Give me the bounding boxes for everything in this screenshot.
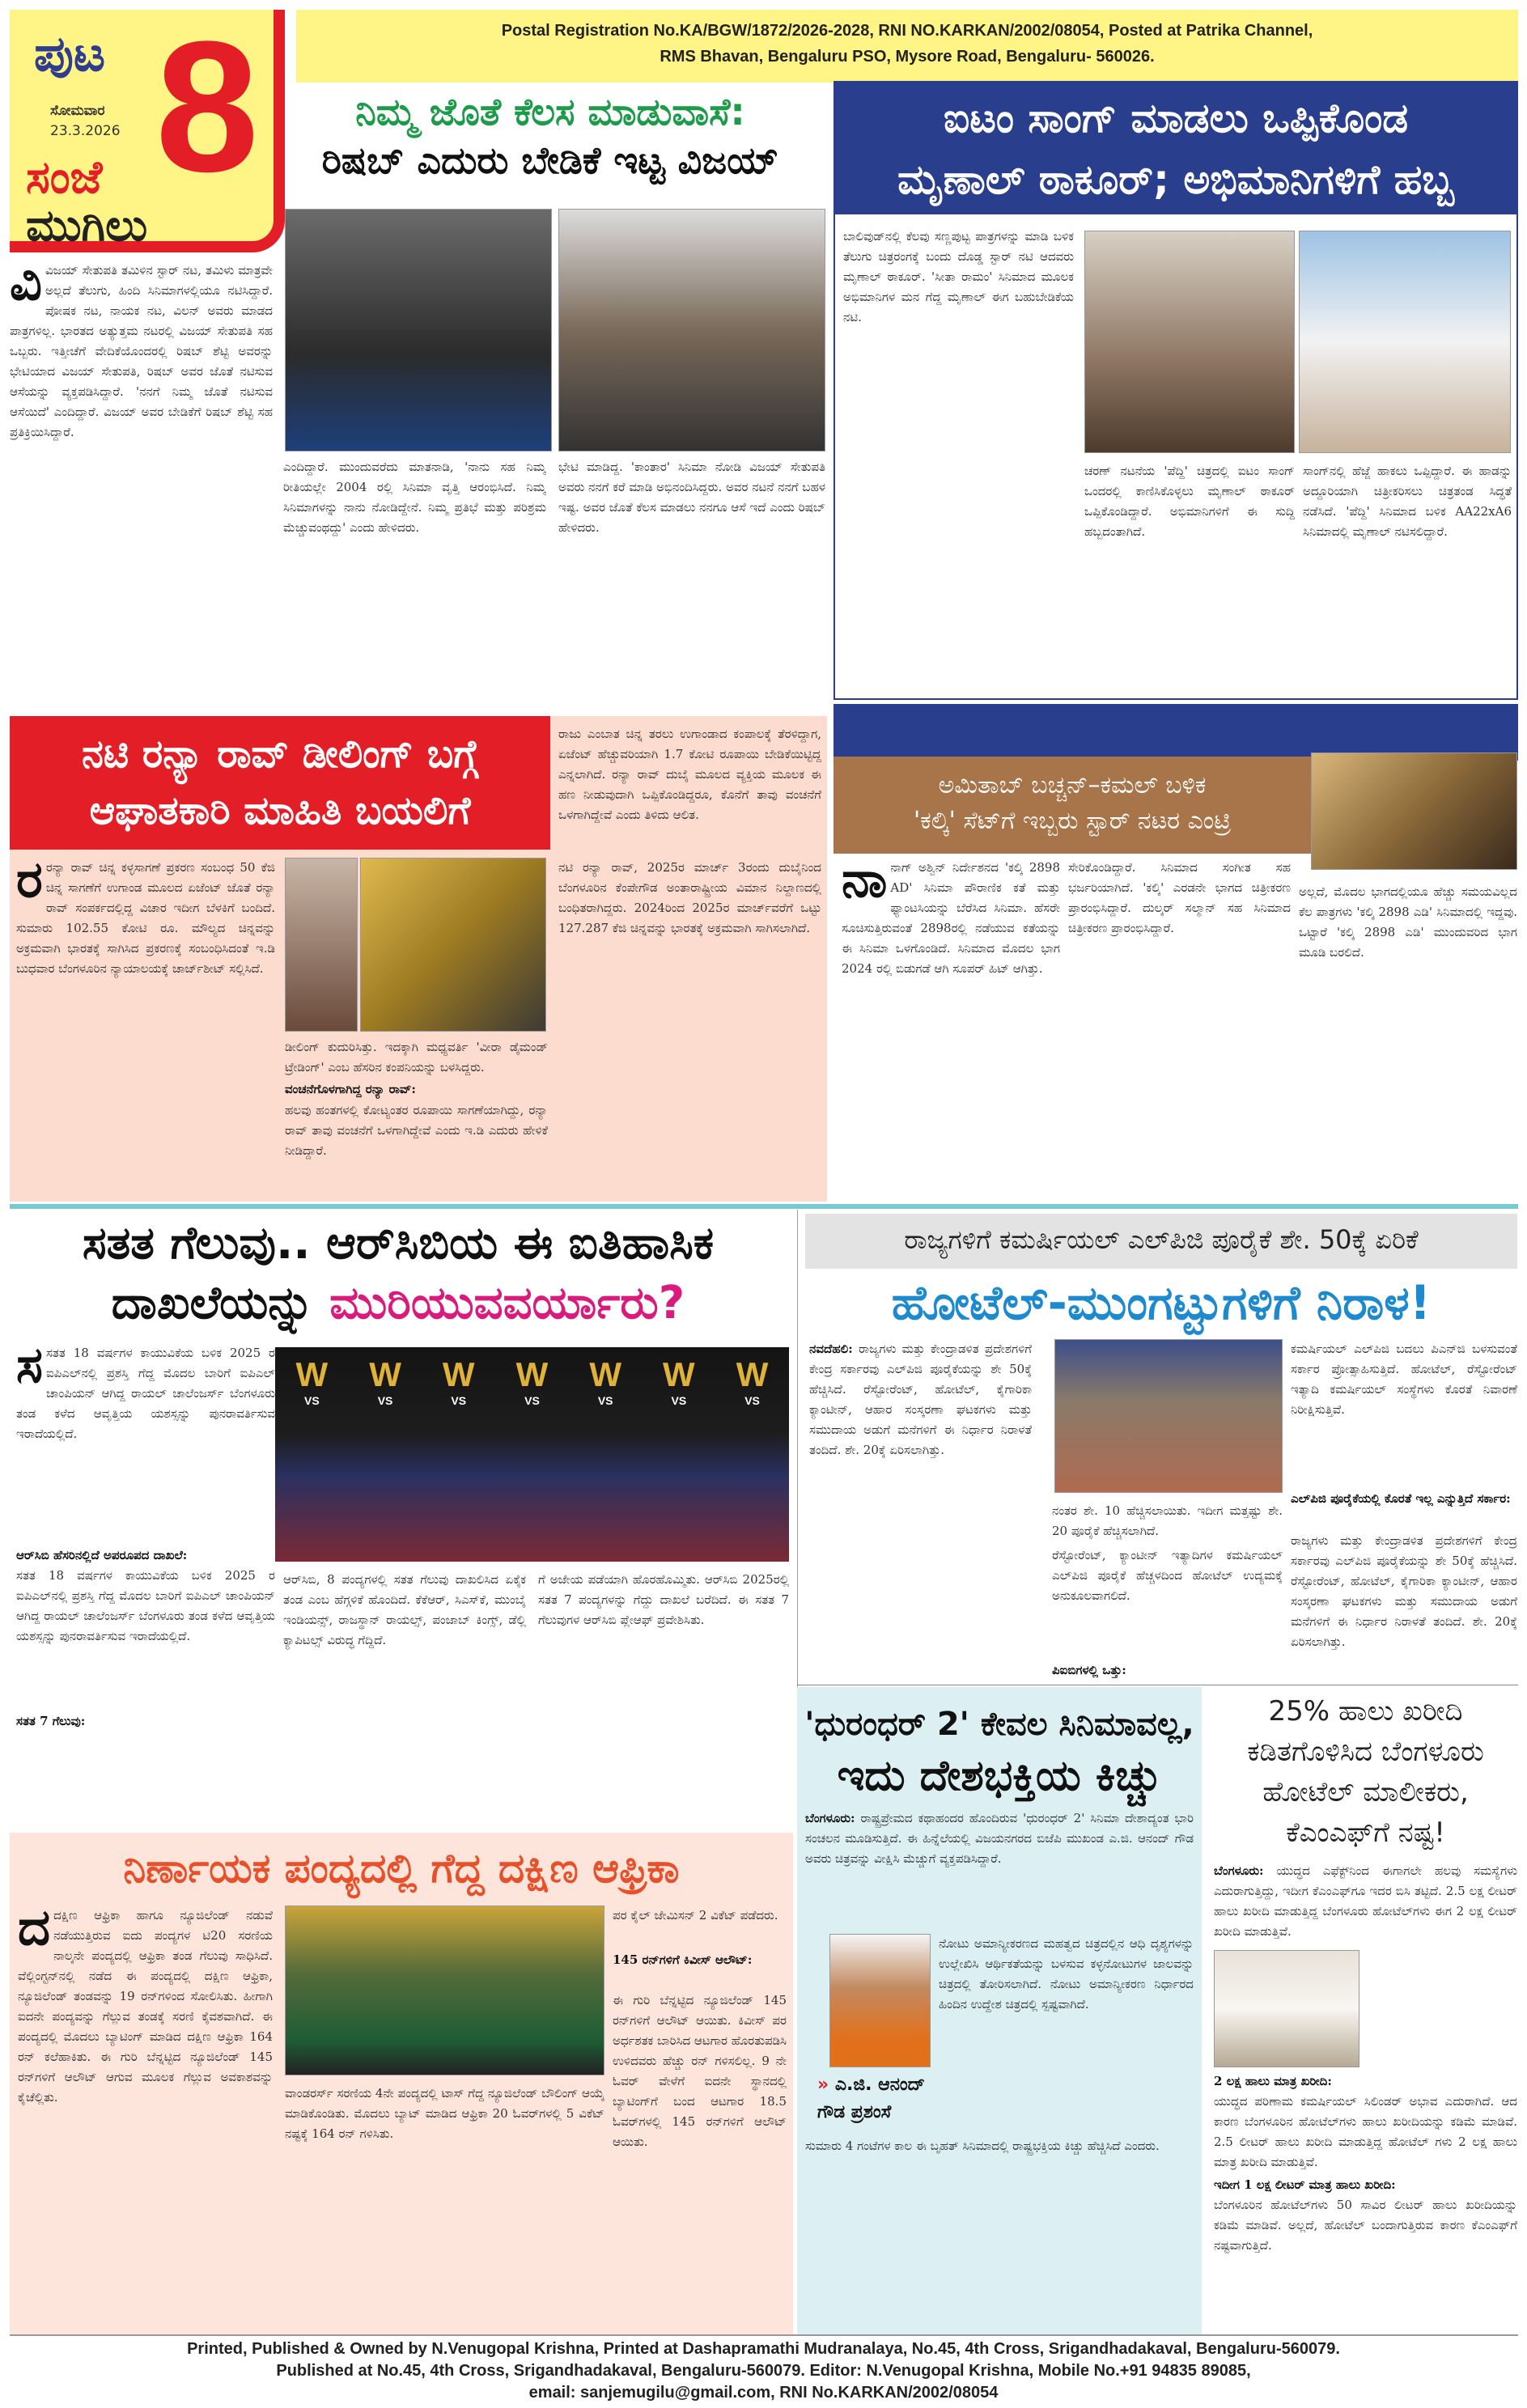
footer-rule [10, 2334, 1518, 2336]
kalki-headline-2: 'ಕಲ್ಕಿ' ಸೆಟ್‌ಗೆ ಇಬ್ಬರು ಸ್ಟಾರ್ ನಟರ ಎಂಟ್ರಿ [913, 807, 1232, 835]
rcb-headline-2a: ದಾಖಲೆಯನ್ನು [111, 1277, 330, 1329]
issue-date: 23.3.2026 [50, 123, 121, 139]
imprint-footer [0, 2338, 1527, 2404]
sa-subhead-2: 145 ರನ್‌ಗಳಿಗೆ ಕಿವೀಸ್ ಆಲೌಟ್: [613, 1952, 753, 1967]
section-divider [10, 1204, 1518, 1209]
rcb-subhead-2: ಸತತ 7 ಗೆಲುವು: [16, 1714, 86, 1728]
ranya-headline-2: ಆಘಾತಕಾರಿ ಮಾಹಿತಿ ಬಯಲಿಗೆ [89, 788, 471, 833]
dhurandhar-body-cont: ಸುಮಾರು 4 ಗಂಟೆಗಳ ಕಾಲ ಈ ಬೃಹತ್ ಸಿನಿಮಾದಲ್ಲಿ ರಾಷ್ಟ್ರಭಕ್ತಿಯ ಕಿಚ್ಚು ಹೆಚ್ಚಿಸಿದೆ ಎಂದರು. [805, 2139, 1160, 2153]
win-marker: W VS [589, 1355, 621, 1407]
footer-line2: Published at No.45, 4th Cross, Srigandhadakaval, Bengaluru-560079. Editor: N.Venugopal Krishna, Mobile No.+91 94835 89085, [276, 2362, 1251, 2380]
vijay-headline-2: ರಿಷಬ್ ಎದುರು ಬೇಡಿಕೆ ಇಟ್ಟ ವಿಜಯ್ [321, 138, 779, 182]
sa-body-text: ದಕ್ಷಿಣ ಆಫ್ರಿಕಾ ಹಾಗೂ ನ್ಯೂಜಿಲೆಂಡ್ ನಡುವೆ ನಡೆಯುತ್ತಿರುವ ಐದು ಪಂದ್ಯಗಳ ಟಿ20 ಸರಣಿಯ ನಾಲ್ಕನೇ ಪಂದ್ಯದಲ್ಲಿ ಆಫ್ರಿಕಾ ತಂಡ ಗೆಲುವು ಸಾಧಿಸಿದೆ. ವೆಲ್ಲಿಂಗ್ಟನ್‌ನಲ್ಲಿ ನಡೆದ ಈ ಪಂದ್ಯದಲ್ಲಿ ದಕ್ಷಿಣ ಆಫ್ರಿಕಾ, ನ್ಯೂಜಿಲೆಂಡ್ ತಂಡವನ್ನು 19 ರನ್‌ಗಳಿಂದ ಸೋಲಿಸಿತು. ಹೀಗಾಗಿ ಐದನೇ ಪಂದ್ಯವನ್ನು ಗೆಲ್ಲುವ ತಂಡಕ್ಕೆ ಸರಣಿ ಕೈವಶವಾಗಿದೆ. ಈ ಪಂದ್ಯದಲ್ಲಿ ಮೊದಲು ಬ್ಯಾಟಿಂಗ್ ಮಾಡಿದ ದಕ್ಷಿಣ ಆಫ್ರಿಕಾ 164 ರನ್ ಕಲೆಹಾಕಿತು. ಈ ಗುರಿ ಬೆನ್ನಟ್ಟಿದ ನ್ಯೂಜಿಲೆಂಡ್ 145 ರನ್‌ಗಳಿಗೆ ಆಲೌಟ್ ಆಗುವ ಮೂಲಕ ಗೆಲ್ಲುವ ಅವಕಾಶವನ್ನು ಕೈಚೆಲ್ಲಿತು. [18, 1908, 273, 2105]
ranya-headline-box [10, 716, 550, 850]
win-marker: W VS [663, 1355, 695, 1407]
rcb-headline-2b: ಮುರಿಯುವವರ್ಯಾರು? [329, 1277, 685, 1329]
sa-body-col2: ವಾಂಡರರ್ಸ್ ಸರಣಿಯ 4ನೇ ಪಂದ್ಯದಲ್ಲಿ ಟಾಸ್ ಗೆದ್ದ ನ್ಯೂಜಿಲೆಂಡ್ ಬೌಲಿಂಗ್ ಆಯ್ಕೆ ಮಾಡಿಕೊಂಡಿತು. ಮೊದಲು ಬ್ಯಾಟ್ ಮಾಡಿದ ಆಫ್ರಿಕಾ 20 ಓವರ್‌ಗಳಲ್ಲಿ 5 ವಿಕೆಟ್ ನಷ್ಟಕ್ಕೆ 164 ರನ್ ಗಳಿಸಿತು. [285, 2086, 604, 2141]
lpg-cylinders-photo [1054, 1339, 1283, 1493]
lpg-subheadline: ರಾಜ್ಯಗಳಿಗೆ ಕಮರ್ಷಿಯಲ್ ಎಲ್‌ಪಿಜಿ ಪೂರೈಕೆ ಶೇ. 50ಕ್ಕೆ ಏರಿಕೆ [805, 1214, 1517, 1269]
rcb-body-cont: ಸತತ 18 ವರ್ಷಗಳ ಕಾಯುವಿಕೆಯ ಬಳಿಕ 2025 ರ ಐಪಿಎಲ್‌ನಲ್ಲಿ ಪ್ರಶಸ್ತಿ ಗೆದ್ದ ಮೊದಲ ಬಾರಿಗೆ ಐಪಿಎಲ್ ಚಾಂಪಿಯನ್ ಆಗಿದ್ದ ರಾಯಲ್ ಚಾಲೆಂಜರ್ಸ್ ಬೆಂಗಳೂರು ತಂಡ ಕಳೆದ ಆವೃತ್ತಿಯ ಯಶಸ್ಸನ್ನು ಪುನರಾವರ್ತಿಸುವ ಇರಾದೆಯಲ್ಲಿದೆ. [16, 1568, 275, 1643]
mrunal-headline-box [833, 81, 1518, 214]
ranya-body-text: ರನ್ಯಾ ರಾವ್ ಚಿನ್ನ ಕಳ್ಳಸಾಗಣೆ ಪ್ರಕರಣ ಸಂಬಂಧ 50 ಕೆಜಿ ಚಿನ್ನ ಸಾಗಣೆಗೆ ಉಗಾಂಡ ಮೂಲದ ಏಜೆಂಟ್ ಜೊತೆ ರನ್ಯಾ ರಾವ್ ಸಂಪರ್ಕದಲ್ಲಿದ್ದ ವಿಚಾರ ಇದೀಗ ಬೆಳಕಿಗೆ ಬಂದಿದೆ. ಸುಮಾರು 102.55 ಕೋಟಿ ರೂ. ಮೌಲ್ಯದ ಚಿನ್ನವನ್ನು ಅಕ್ರಮವಾಗಿ ಭಾರತಕ್ಕೆ ಸಾಗಿಸಿದ ಪ್ರಕರಣಕ್ಕೆ ಸಂಬಂಧಿಸಿದಂತೆ ಇ.ಡಿ ಬುಧವಾರ ಬೆಂಗಳೂರಿನ ನ್ಯಾಯಾಲಯಕ್ಕೆ ಚಾರ್ಜ್‌ಶೀಟ್ ಸಲ್ಲಿಸಿದೆ. [16, 860, 275, 976]
ranya-headline-1: ನಟಿ ರನ್ಯಾ ರಾವ್ ಡೀಲಿಂಗ್ ಬಗ್ಗೆ [82, 731, 478, 777]
ranya-body-col2: ಹಲವು ಹಂತಗಳಲ್ಲಿ ಕೋಟ್ಯಂತರ ರೂಪಾಯಿ ಸಾಗಣೆಯಾಗಿದ್ದು, ರನ್ಯಾ ರಾವ್ ತಾವು ವಂಚನೆಗೆ ಒಳಗಾಗಿದ್ದೇವೆ ಎಂದು ಇ.ಡಿ ಎದುರು ಹೇಳಿಕೆ ನೀಡಿದ್ದಾರೆ. [285, 1103, 548, 1158]
lpg-headline: ಹೋಟೆಲ್-ಮುಂಗಟ್ಟುಗಳಿಗೆ ನಿರಾಳ! [891, 1275, 1432, 1330]
milk-photo [1214, 1950, 1359, 2067]
rcb-wins-graphic [275, 1347, 789, 1562]
dhurandhar-dateline: ಬೆಂಗಳೂರು: [805, 1811, 855, 1825]
footer-line3: email: sanjemugilu@gmail.com, RNI No.KARKAN/2002/08054 [528, 2384, 999, 2402]
vijay-body [10, 261, 273, 710]
ranya-body [16, 858, 275, 1198]
win-marker: W VS [369, 1355, 401, 1407]
milk-headline: 25% ಹಾಲು ಖರೀದಿ ಕಡಿತಗೊಳಿಸಿದ ಬೆಂಗಳೂರು ಹೋಟೆಲ್ ಮಾಲೀಕರು, ಕೆಎಂಎಫ್‌ಗೆ ನಷ್ಟ! [1247, 1695, 1484, 1849]
mrunal-body-col3: ಸಾಂಗ್‌ನಲ್ಲಿ ಹೆಜ್ಜೆ ಹಾಕಲು ಒಪ್ಪಿದ್ದಾರೆ. ಈ ಹಾಡನ್ನು ಅದ್ದೂರಿಯಾಗಿ ಚಿತ್ರೀಕರಿಸಲು ಚಿತ್ರತಂಡ ಸಿದ್ಧತೆ ನಡೆಸಿದೆ. 'ಪೆದ್ದಿ' ಸಿನಿಮಾದ ಬಳಿಕ AA22xA6 ಸಿನಿಮಾದಲ್ಲಿ ಮೃಣಾಲ್ ನಟಿಸಲಿದ್ದಾರೆ. [1303, 464, 1512, 539]
mrunal-photo-1 [1084, 231, 1295, 453]
pullquote [817, 2071, 947, 2126]
dhurandhar-body-text: ರಾಷ್ಟ್ರಪ್ರೇಮದ ಕಥಾಹಂದರ ಹೊಂದಿರುವ 'ಧುರಂಧರ್ 2' ಸಿನಿಮಾ ದೇಶಾದ್ಯಂತ ಭಾರಿ ಸಂಚಲನ ಮೂಡಿಸುತ್ತಿದೆ. ಈ ಹಿನ್ನೆಲೆಯಲ್ಲಿ ವಿಜಯನಗರದ ಬಿಜೆಪಿ ಮುಖಂಡ ಎ.ಜಿ. ಆನಂದ್ ಗೌಡ ಅವರು ಚಿತ್ರವನ್ನು ವೀಕ್ಷಿಸಿ ಮೆಚ್ಚುಗೆ ವ್ಯಕ್ತಪಡಿಸಿದ್ದಾರೆ. [805, 1811, 1194, 1866]
lpg-body-col3: ಕಮರ್ಷಿಯಲ್ ಎಲ್‌ಪಿಜಿ ಬದಲು ಪಿಎನ್‌ಜಿ ಬಳಸುವಂತೆ ಸರ್ಕಾರ ಪ್ರೋತ್ಸಾಹಿಸುತ್ತಿದೆ. ಹೋಟೆಲ್, ರೆಸ್ಟೋರೆಂಟ್ ಇತ್ಯಾದಿ ಕಮರ್ಷಿಯಲ್ ಸಂಸ್ಥೆಗಳು ಕೊರತೆ ನಿವಾರಣೆ ನಿರೀಕ್ಷಿಸುತ್ತಿವೆ. [1291, 1342, 1517, 1417]
ranya-photo [285, 858, 358, 1032]
ranya-body-top: ರಾಜು ಎಂಬಾತ ಚಿನ್ನ ತರಲು ಉಗಾಂಡಾದ ಕಂಪಾಲಕ್ಕೆ ತೆರಳಿದ್ದಾಗ, ಏಜೆಂಟ್ ಹೆಚ್ಚುವರಿಯಾಗಿ 1.7 ಕೋಟಿ ರೂಪಾಯಿ ಬೇಡಿಕೆಯಿಟ್ಟಿದ್ದ ಎನ್ನಲಾಗಿದೆ. ರನ್ಯಾ ರಾವ್ ದುಬೈ ಮೂಲದ ವ್ಯಕ್ತಿಯ ಮೂಲಕ ಈ ಹಣ ನೀಡುವುದಾಗಿ ಒಪ್ಪಿಕೊಂಡಿದ್ದರೂ, ಕೊನೆಗೆ ತಾವು ವಂಚನೆಗೆ ಒಳಗಾಗಿದ್ದೇವೆ ಎಂದು ತಿಳಿದು ಆಲಿತ. [558, 727, 821, 822]
gold-bars-photo [360, 858, 546, 1032]
rcb-headline-1: ಸತತ ಗೆಲುವು.. ಆರ್‌ಸಿಬಿಯ ಈ ಐತಿಹಾಸಿಕ [82, 1217, 715, 1270]
lpg-dateline: ನವದೆಹಲಿ: [809, 1342, 853, 1356]
win-marker: W VS [515, 1355, 549, 1407]
dropcap: ಸ [16, 1343, 43, 1394]
milk-body-text: ಯುದ್ಧದ ಎಫೆಕ್ಟ್‌ನಿಂದ ಈಗಾಗಲೇ ಹಲವು ಸಮಸ್ಯೆಗಳು ಎದುರಾಗುತ್ತಿದ್ದು, ಇದೀಗ ಕೆಎಂಎಫ್‌ಗೂ ಇದರ ಬಿಸಿ ತಟ್ಟಿದೆ. 2.5 ಲಕ್ಷ ಲೀಟರ್ ಹಾಲು ಖರೀದಿ ಮಾಡುತ್ತಿದ್ದ ಬೆಂಗಳೂರು ಹೋಟೆಲ್‌ಗಳು ಈಗ 2 ಲಕ್ಷ ಲೀಟರ್ ಖರೀದಿ ಮಾಡುತ್ತಿವೆ. [1214, 1863, 1517, 1939]
dropcap: ರ [16, 858, 43, 909]
mrunal-body: ಬಾಲಿವುಡ್‌ನಲ್ಲಿ ಕೆಲವು ಸಣ್ಣಪುಟ್ಟ ಪಾತ್ರಗಳನ್ನು ಮಾಡಿ ಬಳಿಕ ತೆಲುಗು ಚಿತ್ರರಂಗಕ್ಕೆ ಬಂದು ದೊಡ್ಡ ಸ್ಟಾರ್ ನಟಿ ಆದವರು ಮೃಣಾಲ್ ಠಾಕೂರ್. 'ಸೀತಾ ರಾಮಂ' ಸಿನಿಮಾದ ಮೂಲಕ ಅಭಿಮಾನಿಗಳ ಮನ ಗೆದ್ದ ಮೃಣಾಲ್ ಈಗ ಬಹುಬೇಡಿಕೆಯ ನಟಿ. [843, 229, 1074, 324]
milk-body [1214, 1861, 1517, 1946]
postal-line2: RMS Bhavan, Bengaluru PSO, Mysore Road, Bengaluru- 560026. [660, 48, 1155, 66]
milk-body-col3: ಬೆಂಗಳೂರಿನ ಹೋಟೆಲ್‌ಗಳು 50 ಸಾವಿರ ಲೀಟರ್ ಹಾಲು ಖರೀದಿಯನ್ನು ಕಡಿಮೆ ಮಾಡಿವೆ. ಅಲ್ಲದೆ, ಹೋಟೆಲ್ ಬಂದಾಗುತ್ತಿರುವ ಕಾರಣ ಕೆಎಂಎಫ್‌ಗೆ ನಷ್ಟವಾಗುತ್ತಿದೆ. [1214, 2198, 1517, 2253]
vijay-body-col2: ಎಂದಿದ್ದಾರೆ. ಮುಂದುವರೆದು ಮಾತನಾಡಿ, 'ನಾನು ಸಹ ನಿಮ್ಮ ರೀತಿಯಲ್ಲೇ 2004 ರಲ್ಲಿ ಸಿನಿಮಾ ವೃತ್ತಿ ಆರಂಭಿಸಿದೆ. ನಿಮ್ಮ ಸಿನಿಮಾಗಳನ್ನು ನಾನು ನೋಡಿದ್ದೇನೆ. ನಿಮ್ಮ ಪ್ರತಿಭೆ ಮತ್ತು ಪರಿಶ್ರಮ ಮೆಚ್ಚುವಂಥದ್ದು' ಎಂದು ಹೇಳಿದರು. [283, 460, 546, 535]
kalki-headline-box [833, 757, 1311, 854]
milk-body-col2: ಯುದ್ಧದ ಪರಿಣಾಮ ಕಮರ್ಷಿಯಲ್ ಸಿಲಿಂಡರ್ ಅಭಾವ ಎದುರಾಗಿದೆ. ಆದ ಕಾರಣ ಬೆಂಗಳೂರಿನ ಹೋಟೆಲ್‌ಗಳು ಹಾಲು ಖರೀದಿಯನ್ನು ಕಡಿಮೆ ಮಾಡಿವೆ. 2.5 ಲೀಟರ್ ಹಾಲು ಖರೀದಿ ಮಾಡುತ್ತಿದ್ದ ಹೋಟೆಲ್ ಗಳು 2 ಲಕ್ಷ ಹಾಲು ಮಾತ್ರ ಖರೀದಿ ಮಾಡುತ್ತಿವೆ. [1214, 2094, 1517, 2169]
mrunal-headline-2: ಮೃಣಾಲ್ ಠಾಕೂರ್; ಅಭಿಮಾನಿಗಳಿಗೆ ಹಬ್ಬ [897, 156, 1454, 203]
lpg-subhead-2: ಪಿಐಬಿಗಳಲ್ಲಿ ಒತ್ತು: [1052, 1663, 1126, 1677]
kalki-body-text: ನಾಗ್ ಅಶ್ವಿನ್ ನಿರ್ದೇಶನದ 'ಕಲ್ಕಿ 2898 AD' ಸಿನಿಮಾ ಪೌರಾಣಿಕ ಕತೆ ಮತ್ತು ಫ್ಯಾಂಟಸಿಯನ್ನು ಬೆರೆಸಿದ ಸಿನಿಮಾ. ಹೆಸರೇ ಸೂಚಿಸುತ್ತಿರುವಂತೆ 2898ರಲ್ಲಿ ನಡೆಯುವ ಕತೆಯನ್ನು ಈ ಸಿನಿಮಾ ಒಳಗೊಂಡಿದೆ. ಸಿನಿಮಾದ ಮೊದಲ ಭಾಗ 2024 ರಲ್ಲಿ ಬಿಡುಗಡೆ ಆಗಿ ಸೂಪರ್ ಹಿಟ್ ಆಗಿತ್ತು. [842, 860, 1060, 976]
milk-subhead-1: 2 ಲಕ್ಷ ಹಾಲು ಮಾತ್ರ ಖರೀದಿ: [1214, 2074, 1332, 2088]
lpg-caption: ನಂತರ ಶೇ. 10 ಹೆಚ್ಚಿಸಲಾಯಿತು. ಇದೀಗ ಮತ್ತಷ್ಟು ಶೇ. 20 ಪೂರೈಕೆ ಹೆಚ್ಚಿಸಲಾಗಿದೆ. [1052, 1503, 1283, 1538]
lpg-subhead-1: ಎಲ್‌ಪಿಜಿ ಪೂರೈಕೆಯಲ್ಲಿ ಕೊರತೆ ಇಲ್ಲ ಎನ್ನುತ್ತಿದೆ ಸರ್ಕಾರ: [1291, 1491, 1511, 1506]
win-marker: W VS [442, 1355, 475, 1407]
lpg-body-col2: ರೆಸ್ಟೋರೆಂಟ್, ಕ್ಯಾಂಟೀನ್ ಇತ್ಯಾದಿಗಳ ಕಮರ್ಷಿಯಲ್ ಎಲ್‌ಪಿಜಿ ಪೂರೈಕೆ ಹೆಚ್ಚಳದಿಂದ ಹೋಟೆಲ್ ಉದ್ಯಮಕ್ಕೆ ಅನುಕೂಲವಾಗಲಿದೆ. [1052, 1548, 1283, 1603]
rcb-body [16, 1343, 275, 1545]
footer-line1: Printed, Published & Owned by N.Venugopal Krishna, Printed at Dashapramathi Mudranalaya, No.45, 4th Cross, Srigandhadakaval, Bengaluru-560079. [187, 2340, 1340, 2358]
rcb-headline-2 [10, 1274, 787, 1333]
pullquote-text: ಎ.ಜಿ. ಆನಂದ್ ಗೌಡ ಪ್ರಶಂಸೆ [817, 2075, 926, 2122]
ranya-subhead: ವಂಚನೆಗೊಳಗಾಗಿದ್ದ ರನ್ಯಾ ರಾವ್: [285, 1082, 416, 1096]
sa-body-col3b: ಈ ಗುರಿ ಬೆನ್ನಟ್ಟಿದ ನ್ಯೂಜಿಲೆಂಡ್ 145 ರನ್‌ಗಳಿಗೆ ಆಲೌಟ್ ಆಯಿತು. ಕಿವೀಸ್ ಪರ ಅರ್ಧಶತಕ ಬಾರಿಸಿದ ಆಟಗಾರ ಹೊರತುಪಡಿಸಿ ಉಳಿದವರು ಹೆಚ್ಚು ರನ್ ಗಳಿಸಲಿಲ್ಲ. 9 ನೇ ಓವರ್ ವೇಳೆಗೆ ಐದನೇ ಸ್ಥಾನದಲ್ಲಿ ಬ್ಯಾಟಿಂಗ್‌ಗೆ ಬಂದ ಆಟಗಾರ 18.5 ಓವರ್‌ಗಳಲ್ಲಿ 145 ರನ್‌ಗಳಿಗೆ ಆಲೌಟ್ ಆಯಿತು. [613, 1993, 787, 2149]
anand-gowda-photo [829, 1934, 931, 2067]
ranya-caption: ಡೀಲಿಂಗ್ ಕುದುರಿಸಿತ್ತು. ಇದಕ್ಕಾಗಿ ಮಧ್ಯವರ್ತಿ 'ವೀರಾ ಡೈಮಂಡ್ ಟ್ರೇಡಿಂಗ್' ಎಂಬ ಹೆಸರಿನ ಕಂಪನಿಯನ್ನು ಬಳಸಿದ್ದರು. [285, 1040, 548, 1075]
prabhas-photo [1311, 752, 1517, 870]
mrunal-body-col2: ಚರಣ್ ನಟನೆಯ 'ಪೆದ್ದಿ' ಚಿತ್ರದಲ್ಲಿ ಐಟಂ ಸಾಂಗ್ ಒಂದರಲ್ಲಿ ಕಾಣಿಸಿಕೊಳ್ಳಲು ಮೃಣಾಲ್ ಠಾಕೂರ್ ಒಪ್ಪಿಕೊಂಡಿದ್ದಾರೆ. ಅಭಿಮಾನಿಗಳಿಗೆ ಈ ಸುದ್ದಿ ಹಬ್ಬದಂತಾಗಿದೆ. [1084, 464, 1295, 539]
kalki-headline-1: ಅಮಿತಾಬ್ ಬಚ್ಚನ್–ಕಮಲ್ ಬಳಿಕ [938, 771, 1207, 799]
kalki-body-col2: ಸೇರಿಕೊಂಡಿದ್ದಾರೆ. ಸಿನಿಮಾದ ಸಂಗೀತ ಸಹ ಭರ್ಜರಿಯಾಗಿದೆ. 'ಕಲ್ಕಿ' ಎರಡನೇ ಭಾಗದ ಚಿತ್ರೀಕರಣ ಪ್ರಾರಂಭಿಸಿದ್ದಾರೆ. ದುಲ್ಕರ್ ಸಲ್ಮಾನ್ ಸಹ ಸಿನಿಮಾದ ಚಿತ್ರೀಕರಣ ಪ್ರಾರಂಭಿಸಿದ್ದಾರೆ. [1068, 860, 1291, 935]
dropcap: ದ [18, 1906, 51, 1956]
postal-registration [296, 10, 1518, 83]
masthead [10, 2, 285, 252]
rcb-body-col3: ಗೆ ಅಜೇಯ ಪಡೆಯಾಗಿ ಹೊರಹೊಮ್ಮಿತು. ಆರ್‌ಸಿಬಿ 2025ರಲ್ಲಿ ಸತತ 7 ಪಂದ್ಯಗಳನ್ನು ಗೆದ್ದು ದಾಖಲೆ ಬರೆದಿದೆ. ಈ ಸತತ 7 ಗೆಲುವುಗಳ ಆರ್‌ಸಿಬಿ ಪ್ಲೇಆಫ್ ಪ್ರವೇಶಿಸಿತು. [538, 1572, 789, 1627]
dropcap: ವಿ [10, 261, 42, 312]
sa-match-photo [285, 1906, 604, 2075]
kalki-body [842, 858, 1060, 1198]
lpg-body-text: ರಾಜ್ಯಗಳು ಮತ್ತು ಕೇಂದ್ರಾಡಳಿತ ಪ್ರದೇಶಗಳಿಗೆ ಕೇಂದ್ರ ಸರ್ಕಾರವು ಎಲ್‌ಪಿಜಿ ಪೂರೈಕೆಯನ್ನು ಶೇ 50ಕ್ಕೆ ಹೆಚ್ಚಿಸಿದೆ. ರೆಸ್ಟೋರೆಂಟ್, ಹೋಟೆಲ್, ಕೈಗಾರಿಕಾ ಕ್ಯಾಂಟೀನ್, ಆಹಾರ ಸಂಸ್ಕರಣಾ ಘಟಕಗಳು ಮತ್ತು ಸಮುದಾಯ ಅಡುಗೆ ಮನೆಗಳಿಗೆ ಈ ನಿರ್ಧಾರ ನಿರಾಳತೆ ತಂದಿದೆ. ಶೇ. 20ಕ್ಕೆ ಏರಿಸಲಾಗಿತ್ತು. [809, 1342, 1032, 1457]
mrunal-photo-2 [1299, 231, 1511, 453]
dhurandhar-headline-2: ಇದು ದೇಶಭಕ್ತಿಯ ಕಿಚ್ಚು [837, 1752, 1162, 1800]
vijay-body-text: ವಿಜಯ್ ಸೇತುಪತಿ ತಮಿಳಿನ ಸ್ಟಾರ್ ನಟ, ತಮಿಳು ಮಾತ್ರವೇ ಅಲ್ಲದೆ ತೆಲುಗು, ಹಿಂದಿ ಸಿನಿಮಾಗಳಲ್ಲಿಯೂ ನಟಿಸಿದ್ದಾರೆ. ಪೋಷಕ ನಟ, ನಾಯಕ ನಟ, ವಿಲನ್ ಅವರು ಮಾಡದ ಪಾತ್ರಗಳಿಲ್ಲ. ಭಾರತದ ಅತ್ಯುತ್ತಮ ನಟರಲ್ಲಿ ವಿಜಯ್ ಸೇತುಪತಿ ಸಹ ಒಬ್ಬರು. ಇತ್ತೀಚೆಗೆ ವೇದಿಕೆಯೊಂದರಲ್ಲಿ ರಿಷಬ್ ಶೆಟ್ಟಿ ಅವರನ್ನು ಭೇಟಿಯಾದ ವಿಜಯ್ ಸೇತುಪತಿ, ರಿಷಬ್ ಅವರ ಜೊತೆ ನಟಿಸುವ ಆಸೆಯನ್ನು ವ್ಯಕ್ತಪಡಿಸಿದ್ದಾರೆ. 'ನನಗೆ ನಿಮ್ಮ ಜೊತೆ ನಟಿಸುವ ಆಸೆಯಿದೆ' ಎಂದಿದ್ದಾರೆ. ವಿಜಯ್ ಅವರ ಬೇಡಿಕೆಗೆ ರಿಷಬ್ ಶೆಟ್ಟಿ ಸಹ ಪ್ರತಿಕ್ರಿಯಿಸಿದ್ದಾರೆ. [10, 263, 273, 439]
rcb-body-col2: ಆರ್‌ಸಿಬಿ, 8 ಪಂದ್ಯಗಳಲ್ಲಿ ಸತತ ಗೆಲುವು ದಾಖಲಿಸಿದ ಏಕೈಕ ತಂಡ ಎಂಬ ಹೆಗ್ಗಳಿಕೆ ಹೊಂದಿದೆ. ಕೆಕೆಆರ್, ಸಿಎಸ್‌ಕೆ, ಮುಂಬೈ ಇಂಡಿಯನ್ಸ್, ರಾಜಸ್ಥಾನ್ ರಾಯಲ್ಸ್, ಪಂಜಾಬ್ ಕಿಂಗ್ಸ್, ಡೆಲ್ಲಿ ಕ್ಯಾಪಿಟಲ್ಸ್ ವಿರುದ್ಧ ಗೆದ್ದಿದೆ. [283, 1572, 526, 1647]
sa-headline: ನಿರ್ಣಾಯಕ ಪಂದ್ಯದಲ್ಲಿ ಗೆದ್ದ ದಕ್ಷಿಣ ಆಫ್ರಿಕಾ [123, 1845, 680, 1892]
lpg-body-col3b: ರಾಜ್ಯಗಳು ಮತ್ತು ಕೇಂದ್ರಾಡಳಿತ ಪ್ರದೇಶಗಳಿಗೆ ಕೇಂದ್ರ ಸರ್ಕಾರವು ಎಲ್‌ಪಿಜಿ ಪೂರೈಕೆಯನ್ನು ಶೇ 50ಕ್ಕೆ ಹೆಚ್ಚಿಸಿದೆ. ರೆಸ್ಟೋರೆಂಟ್, ಹೋಟೆಲ್, ಕೈಗಾರಿಕಾ ಕ್ಯಾಂಟೀನ್, ಆಹಾರ ಸಂಸ್ಕರಣಾ ಘಟಕಗಳು ಮತ್ತು ಸಮುದಾಯ ಅಡುಗೆ ಮನೆಗಳಿಗೆ ಈ ನಿರ್ಧಾರ ನಿರಾಳತೆ ತಂದಿದೆ. ಶೇ. 20ಕ್ಕೆ ಏರಿಸಲಾಗಿತ್ತು. [1291, 1533, 1517, 1649]
wins-row [275, 1347, 789, 1407]
vijay-body-col3: ಭೇಟಿ ಮಾಡಿದ್ದ. 'ಕಾಂತಾರ' ಸಿನಿಮಾ ನೋಡಿ ವಿಜಯ್ ಸೇತುಪತಿ ಅವರು ನನಗೆ ಕರೆ ಮಾಡಿ ಅಭಿನಂದಿಸಿದ್ದರು. ಅವರ ನಟನೆ ನನಗೆ ಬಹಳ ಇಷ್ಟ. ಅವರ ಜೊತೆ ಕೆಲಸ ಮಾಡಲು ನನಗೂ ಆಸೆ ಇದೆ ಎಂದು ರಿಷಬ್ ಹೇಳಿದರು. [558, 460, 825, 535]
sa-body-col3: ಪರ ಕೈಲ್ ಜೇಮಿಸನ್ 2 ವಿಕೆಟ್ ಪಡೆದರು. [613, 1908, 778, 1923]
brand-name-line2: ಮುಗಿಲು [26, 200, 148, 251]
lpg-body [809, 1339, 1032, 1679]
pullquote-marker-icon: » [817, 2075, 829, 2095]
column-divider [797, 1210, 798, 1687]
dropcap: ನಾ [842, 858, 888, 909]
dhurandhar-headline-1: 'ಧುರಂಧರ್ 2' ಕೇವಲ ಸಿನಿಮಾವಲ್ಲ, [804, 1706, 1194, 1743]
dhurandhar-body [805, 1808, 1194, 1930]
milk-subhead-2: ಇದೀಗ 1 ಲಕ್ಷ ಲೀಟರ್ ಮಾತ್ರ ಹಾಲು ಖರೀದಿ: [1214, 2177, 1396, 2192]
page-label: ಪುಟ [34, 26, 106, 83]
rcb-body-text: ಸತತ 18 ವರ್ಷಗಳ ಕಾಯುವಿಕೆಯ ಬಳಿಕ 2025 ರ ಐಪಿಎಲ್‌ನಲ್ಲಿ ಪ್ರಶಸ್ತಿ ಗೆದ್ದ ಮೊದಲ ಬಾರಿಗೆ ಐಪಿಎಲ್ ಚಾಂಪಿಯನ್ ಆಗಿದ್ದ ರಾಯಲ್ ಚಾಲೆಂಜರ್ಸ್ ಬೆಂಗಳೂರು ತಂಡ ಕಳೆದ ಆವೃತ್ತಿಯ ಯಶಸ್ಸನ್ನು ಪುನರಾವರ್ತಿಸುವ ಇರಾದೆಯಲ್ಲಿದೆ. [16, 1346, 275, 1441]
rishab-photo [285, 209, 552, 451]
weekday: ಸೋಮವಾರ [50, 103, 105, 119]
sa-body [18, 1906, 273, 2330]
vijay-photo [558, 209, 825, 451]
page-number: 8 [155, 2, 259, 210]
milk-dateline: ಬೆಂಗಳೂರು: [1214, 1863, 1264, 1878]
win-marker: W VS [736, 1355, 769, 1407]
mrunal-headline-1: ಐಟಂ ಸಾಂಗ್ ಮಾಡಲು ಒಪ್ಪಿಕೊಂಡ [943, 95, 1409, 142]
rcb-subhead: ಆರ್‌ಸಿಬಿ ಹೆಸರಿನಲ್ಲಿದೆ ಅಪರೂಪದ ದಾಖಲೆ: [16, 1548, 188, 1562]
brand-name-line1: ಸಂಜೆ [26, 151, 103, 204]
postal-line1: Postal Registration No.KA/BGW/1872/2026-2028, RNI NO.KARKAN/2002/08054, Posted at Patrika Channel, [501, 22, 1313, 40]
ranya-body-col3: ನಟಿ ರನ್ಯಾ ರಾವ್, 2025ರ ಮಾರ್ಚ್ 3ರಂದು ದುಬೈನಿಂದ ಬೆಂಗಳೂರಿನ ಕೆಂಪೇಗೌಡ ಅಂತಾರಾಷ್ಟ್ರೀಯ ವಿಮಾನ ನಿಲ್ದಾಣದಲ್ಲಿ ಬಂಧಿತರಾಗಿದ್ದರು. 2024ರಿಂದ 2025ರ ಮಾರ್ಚ್‌ವರೆಗೆ ಒಟ್ಟು 127.287 ಕೆಜಿ ಚಿನ್ನವನ್ನು ಭಾರತಕ್ಕೆ ಅಕ್ರಮವಾಗಿ ಸಾಗಿಸಲಾಗಿದೆ. [558, 860, 821, 935]
vijay-headline-1: ನಿಮ್ಮ ಜೊತೆ ಕೆಲಸ ಮಾಡುವಾಸೆ: [355, 90, 745, 134]
dhurandhar-body-col2: ನೋಟು ಅಮಾನ್ಯೀಕರಣದ ಮಹತ್ವದ ಚಿತ್ರದಲ್ಲಿನ ಆಧಿ ದೃಶ್ಯಗಳನ್ನು ಉಲ್ಲೇಖಿಸಿ ಆರ್ಥಿಕತೆಯನ್ನು ಬಳಸುವ ಕಳ್ಳನೋಟುಗಳ ಜಾಲವನ್ನು ಚಿತ್ರದಲ್ಲಿ ತೋರಿಸಲಾಗಿದೆ. ನೋಟು ಅಮಾನ್ಯೀಕರಣ ನಿರ್ಧಾರದ ಹಿಂದಿನ ಉದ್ದೇಶ ಚಿತ್ರದಲ್ಲಿ ಸ್ಪಷ್ಟವಾಗಿದೆ. [939, 1936, 1194, 2012]
win-marker: W VS [295, 1355, 329, 1407]
kalki-body-col3: ಅಲ್ಲದೆ, ಮೊದಲ ಭಾಗದಲ್ಲಿಯೂ ಹೆಚ್ಚು ಸಮಯವಿಲ್ಲದ ಕೆಲ ಪಾತ್ರಗಳು 'ಕಲ್ಕಿ 2898 ಎಡಿ' ಸಿನಿಮಾದಲ್ಲಿ ಇದ್ದವು. ಒಟ್ಟಾರೆ 'ಕಲ್ಕಿ 2898 ಎಡಿ' ಮುಂದುವರಿದ ಭಾಗ ಮೂಡಿ ಬರಲಿದೆ. [1299, 884, 1517, 960]
